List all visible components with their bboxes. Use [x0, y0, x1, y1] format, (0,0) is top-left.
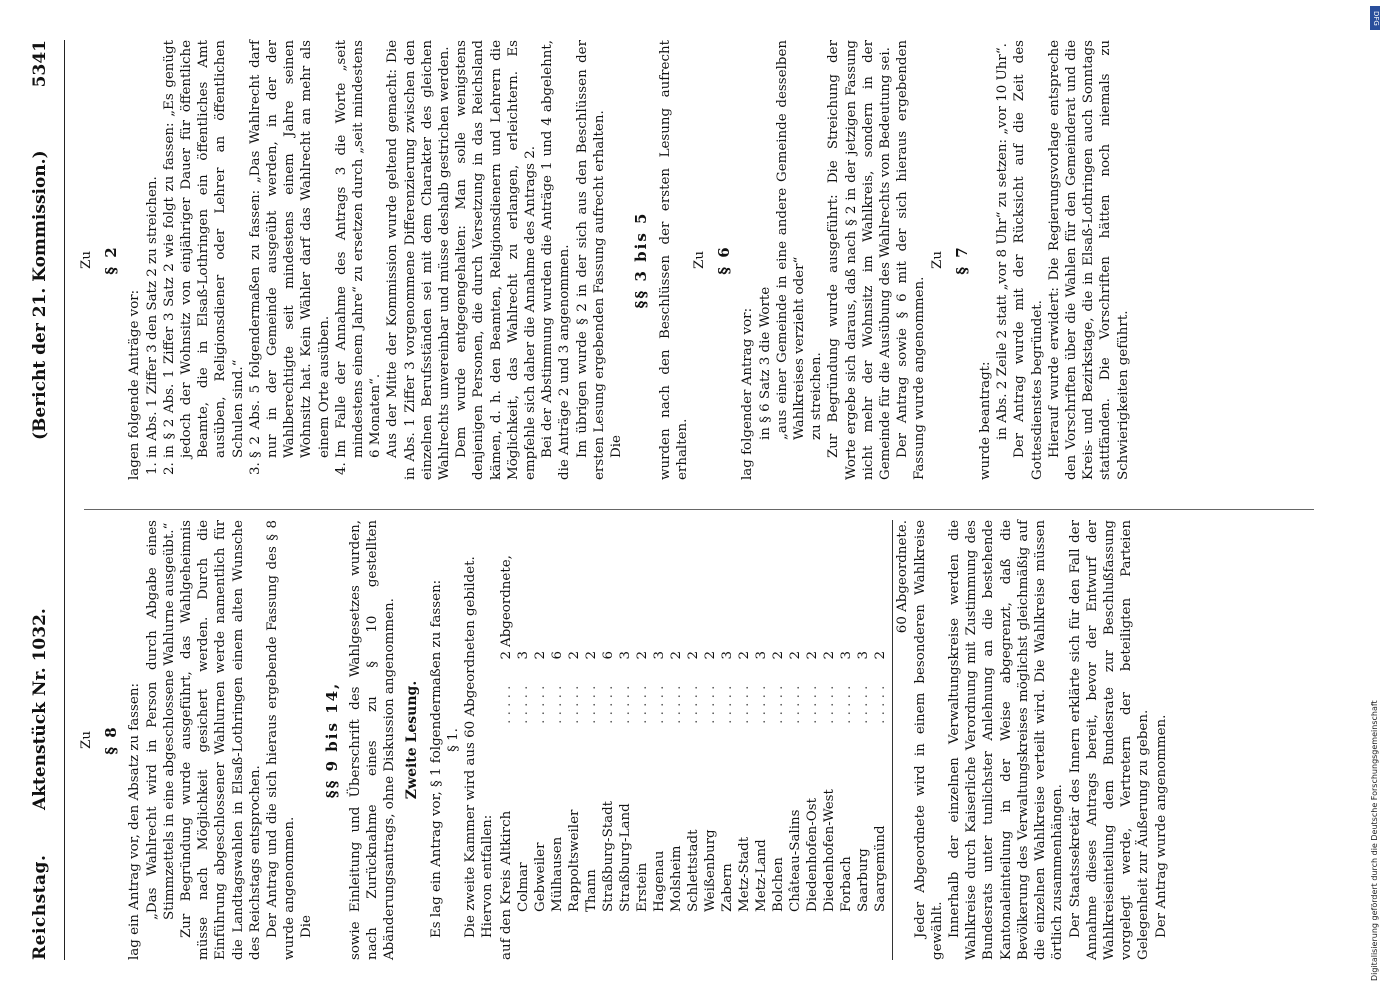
leader-dots: . . . . . — [584, 685, 600, 724]
paragraph: Hiervon entfallen: — [480, 814, 496, 938]
leader-dots: . . . . . — [567, 685, 583, 724]
leader-dots: . . . . . — [601, 685, 617, 724]
kreis-name — [736, 724, 753, 960]
paragraph: Der Antrag sowie § 6 mit der sich hieraus ergebenden Fassung wurde angenommen. — [895, 40, 928, 480]
kreis-label: Bolchen — [771, 857, 787, 912]
section-heading: §§ 3 bis 5 — [632, 211, 651, 309]
paragraph: in § 6 Satz 3 die Worte — [757, 286, 773, 440]
kreis-name — [532, 724, 549, 960]
leader-dots: . . . . . — [754, 685, 770, 724]
list-item: 4. Im Falle der Annahme des Antrags 3 die Worte „seit mindestens einem Jahre“ zu ersetzen durch „seit mindestens 6 Monaten“. — [333, 40, 385, 458]
paragraph: sowie Einleitung und Überschrift des Wahlgesetzes wurden, nach Zurücknahme eines zu § 10 gestellten Abänderungsantrags, ohne Diskussion angenommen. — [347, 520, 398, 960]
paragraph: zu streichen. — [809, 352, 825, 440]
leader-dots: . . . . . — [669, 685, 685, 724]
leader-dots: . . . . . — [618, 685, 634, 724]
paragraph: Die — [609, 435, 625, 458]
kreis-name — [685, 724, 702, 960]
paragraph: Hierauf wurde erwidert: Die Regierungsvorlage entspreche den Vorschriften über die Wahlen für den Gemeinderat und die Kreis- und Bezirkstage, die in Elsaß-Lothringen auch Sonntags stattfänden. Die Vorschriften hätten noch niemals zu Schwierigkeiten geführt. — [1046, 40, 1131, 480]
table-row — [872, 520, 889, 960]
kreis-label: Saargemünd — [873, 825, 889, 912]
delegate-count: 2 — [805, 650, 821, 660]
delegate-unit — [702, 520, 719, 647]
page-header — [16, 40, 65, 960]
leader-dots: . . . . . — [720, 685, 736, 724]
dfg-logo: DFG — [1370, 6, 1380, 30]
leader-dots: . . . . . — [856, 685, 872, 724]
table-row — [651, 520, 668, 960]
kreis-label: Molsheim — [669, 845, 685, 912]
leader-dots: . . . . . — [516, 685, 532, 724]
paragraph: Aus der Mitte der Kommission wurde geltend gemacht: Die in Abs. 1 Ziffer 3 vorgenommene Differenzierung zwischen den einzelnen Berufsständen sei mit dem Charakter des gleichen Wahlrechts unvereinbar und müsse deshalb gestrichen werden. — [385, 40, 453, 480]
leader-dots: . . . . . — [652, 685, 668, 724]
delegate-count: 2 — [584, 650, 600, 660]
kreis-name — [617, 724, 634, 960]
section-6-heading: § 6 — [715, 245, 734, 275]
quote: „Das Wahlrecht wird in Person durch Abgabe eines Stimmzettels in eine abgeschlossene Wahlurne ausgeübt.“ — [144, 520, 177, 920]
table-row — [634, 520, 651, 960]
delegate-unit — [668, 520, 685, 647]
paragraph: Bei der Abstimmung wurden die Anträge 1 und 4 abgelehnt, die Anträge 2 und 3 angenommen. — [540, 40, 573, 480]
delegate-unit — [804, 520, 821, 647]
delegate-unit — [583, 520, 600, 647]
delegate-count: 2 — [686, 650, 702, 660]
list-item: 2. in § 2 Abs. 1 Ziffer 3 Satz 2 wie folgt zu fassen: „Es genügt jedoch der Wohnsitz von einjähriger Dauer für öffentliche Beamte, die in Elsaß-Lothringen ein öffentliches Amt ausüben, Religionsdiener oder Lehrer an öffentlichen Schulen sind.“ — [161, 40, 247, 458]
leader-dots: . . . . . — [822, 685, 838, 724]
page-number: 5341 — [30, 40, 50, 88]
delegate-count: 2 — [822, 650, 838, 660]
header-reichstag: Reichstag. — [30, 854, 50, 960]
leader-dots: . . . . . — [550, 685, 566, 724]
table-row — [753, 520, 770, 960]
column-divider — [84, 509, 1314, 510]
kreis-name — [770, 724, 787, 960]
paragraph: lag folgender Antrag vor: — [740, 307, 756, 480]
kreis-label: Straßburg-Land — [618, 803, 634, 912]
delegate-count: 3 — [856, 650, 872, 660]
table-row — [838, 520, 855, 960]
delegate-unit — [600, 520, 617, 647]
kreis-label: Zabern — [720, 863, 736, 912]
section-2-heading: § 2 — [102, 245, 121, 275]
wahlkreis-table — [498, 520, 889, 960]
kreis-label: Château-Salins — [788, 809, 804, 912]
delegate-count: 6 — [550, 650, 566, 660]
paragraph: Der Antrag und die sich hieraus ergebende Fassung des § 8 wurde angenommen. — [265, 520, 298, 960]
section-8-heading: § 8 — [102, 725, 121, 755]
paragraph: Jeder Abgeordnete wird in einem besonderen Wahlkreise gewählt. — [912, 520, 945, 960]
table-row — [566, 520, 583, 960]
delegate-count: 2 — [703, 650, 719, 660]
delegate-count: 3 — [618, 650, 634, 660]
paragraph: Der Staatssekretär des Innern erklärte sich für den Fall der Annahme dieses Antrags bereit, bevor der Entwurf der Wahlkreiseinteilung dem Bundesrate zur Beschlußfassung vorgelegt werde, Vertretern der beteiligten Parteien Gelegenheit zur Äußerung zu geben. — [1067, 520, 1152, 960]
kreis-label: Mülhausen — [550, 836, 566, 912]
delegate-unit — [719, 520, 736, 647]
table-row — [668, 520, 685, 960]
right-column — [78, 40, 1132, 480]
table-row — [736, 520, 753, 960]
kreis-name — [549, 724, 566, 960]
table-row — [515, 520, 532, 960]
kreis-prefix: auf den Kreis — [499, 869, 515, 960]
delegate-unit — [566, 520, 583, 647]
leader-dots: . . . . . — [805, 685, 821, 724]
delegate-count: 2 — [533, 650, 549, 660]
dfg-credit — [1370, 6, 1380, 981]
motion-list — [144, 40, 385, 480]
delegate-unit — [515, 520, 532, 647]
kreis-name — [821, 724, 838, 960]
kreis-label: Forbach — [839, 856, 855, 912]
kreis-name — [804, 724, 821, 960]
quote: „aus einer Gemeinde in eine andere Gemeinde desselben Wahlkreises verzieht oder“ — [774, 40, 807, 440]
table-row — [600, 520, 617, 960]
kreis-label: Erstein — [635, 862, 651, 912]
delegate-unit — [787, 520, 804, 647]
paragraph: lag ein Antrag vor, den Absatz zu fassen: — [127, 683, 143, 960]
kreis-name — [515, 724, 532, 960]
table-row — [804, 520, 821, 960]
header-aktenstueck: Aktenstück Nr. 1032. — [30, 608, 50, 810]
leader-dots: . . . . . — [839, 685, 855, 724]
delegate-count: 6 — [601, 650, 617, 660]
paragraph: wurde beantragt: — [977, 361, 993, 480]
paragraph: lagen folgende Anträge vor: — [127, 289, 143, 480]
kreis-label: Rappoltsweiler — [567, 809, 583, 912]
table-row — [583, 520, 600, 960]
delegate-count: 2 — [737, 650, 753, 660]
kreis-name — [702, 724, 719, 960]
paragraph: Dem wurde entgegengehalten: Man solle wenigstens denjenigen Personen, die durch Versetzung in das Reichsland kämen, d. h. den Beamten, Religionsdienern und Lehrern die Möglichkeit, das Wahlrecht zu erlangen, erleichtern. Es empfehle sich daher die Annahme des Antrags 2. — [454, 40, 539, 480]
kreis-label: Colmar — [516, 862, 532, 912]
leader-dots: . . . . . — [737, 685, 753, 724]
kreis-name — [787, 724, 804, 960]
leader-dots: . . . . . — [703, 685, 719, 724]
paragraph: Der Antrag wurde mit der Rücksicht auf die Zeit des Gottesdienstes begründet. — [1012, 40, 1045, 480]
delegate-unit — [821, 520, 838, 647]
kreis-label: Saarburg — [856, 848, 872, 912]
delegate-count: 2 — [873, 650, 889, 660]
delegate-unit — [651, 520, 668, 647]
paragraph: Im übrigen wurde § 2 in der sich aus den Beschlüssen der ersten Lesung ergebenden Fassung aufrecht erhalten. — [574, 40, 607, 480]
kreis-name — [838, 724, 855, 960]
kreis-name — [668, 724, 685, 960]
table-row — [532, 520, 549, 960]
delegate-unit — [549, 520, 566, 647]
kreis-label: Diedenhofen-Ost — [805, 797, 821, 912]
section-1-label: § 1. — [445, 728, 461, 752]
delegate-unit — [770, 520, 787, 647]
delegate-count: 2 — [635, 650, 651, 660]
kreis-name — [566, 724, 583, 960]
table-row — [702, 520, 719, 960]
table-row — [617, 520, 634, 960]
delegate-unit — [753, 520, 770, 647]
delegate-unit — [736, 520, 753, 647]
delegate-count: 3 — [754, 650, 770, 660]
kreis-name — [872, 724, 889, 960]
left-column — [78, 520, 1170, 960]
delegate-count: 3 — [720, 650, 736, 660]
delegate-unit — [855, 520, 872, 647]
kreis-name — [855, 724, 872, 960]
kreis-name — [600, 724, 617, 960]
leader-dots: . . . . . — [533, 685, 549, 724]
zu-label: Zu — [79, 251, 94, 269]
delegate-unit — [685, 520, 702, 647]
leader-dots: . . . . . — [873, 685, 889, 724]
paragraph: Die — [299, 915, 315, 938]
kreis-label: Diedenhofen-West — [822, 789, 838, 912]
delegate-unit — [617, 520, 634, 647]
table-row — [685, 520, 702, 960]
second-reading-heading: Zweite Lesung. — [404, 680, 421, 800]
paragraph: wurden nach den Beschlüssen der ersten Lesung aufrecht erhalten. — [657, 40, 690, 480]
zu-label: Zu — [929, 251, 945, 269]
total-delegates: 60 Abgeordnete. — [892, 520, 911, 960]
list-item: 1. in Abs. 1 Ziffer 3 den Satz 2 zu streichen. — [144, 40, 161, 458]
table-row — [719, 520, 736, 960]
kreis-label: Hagenau — [652, 850, 668, 912]
leader-dots: . . . . . — [686, 685, 702, 724]
kreis-label: Thann — [584, 869, 600, 912]
table-row — [787, 520, 804, 960]
table-row — [549, 520, 566, 960]
delegate-count: 2 — [788, 650, 804, 660]
leader-dots: . . . . . — [771, 685, 787, 724]
kreis-label: Altkirch — [499, 810, 515, 866]
kreis-name — [719, 724, 736, 960]
delegate-unit — [532, 520, 549, 647]
table-row — [855, 520, 872, 960]
section-heading: §§ 9 bis 14, — [322, 681, 341, 799]
delegate-unit — [634, 520, 651, 647]
kreis-label: Schlettstadt — [686, 829, 702, 912]
table-row — [821, 520, 838, 960]
leader-dots: . . . . . — [499, 685, 515, 724]
delegate-count: 2 — [771, 650, 787, 660]
zu-label: Zu — [691, 251, 707, 269]
delegate-unit: Abgeordnete, — [499, 555, 515, 647]
delegate-count: 3 — [516, 650, 532, 660]
delegate-count: 2 — [669, 650, 685, 660]
kreis-label: Metz-Land — [754, 839, 770, 912]
delegate-unit — [872, 520, 889, 647]
list-item: 3. § 2 Abs. 5 folgendermaßen zu fassen: „Das Wahlrecht darf nur in der Gemeinde ausgeübt werden, in der der Wahlberechtigte seit mindestens einem Jahre seinen Wohnsitz hat. Kein Wähler darf das Wahlrecht an mehr als einem Orte ausüben. — [247, 40, 333, 458]
kreis-name — [498, 724, 515, 960]
delegate-count: 3 — [652, 650, 668, 660]
kreis-label: Metz-Stadt — [737, 836, 753, 912]
paragraph: Zur Begründung wurde ausgeführt: Die Streichung der Worte ergebe sich daraus, daß nach § 2 in der jetzigen Fassung nicht mehr der Wohnsitz im Wahlkreis, sondern in der Gemeinde für die Ausübung des Wahlrechts von Bedeutung sei. — [826, 40, 893, 480]
kreis-name — [651, 724, 668, 960]
paragraph: in Abs. 2 Zeile 2 statt „vor 8 Uhr“ zu setzen: „vor 10 Uhr“. — [995, 43, 1011, 440]
digitization-credit: Digitalisierung gefördert durch die Deutsche Forschungsgemeinschaft — [1370, 700, 1379, 981]
zu-label: Zu — [79, 731, 94, 749]
kreis-label: Straßburg-Stadt — [601, 800, 617, 912]
paragraph: Die zweite Kammer wird aus 60 Abgeordneten gebildet. — [463, 556, 479, 938]
kreis-label: Weißenburg — [703, 829, 719, 912]
delegate-count: 2 — [567, 650, 583, 660]
kreis-label: Gebweiler — [533, 842, 549, 912]
table-row — [498, 520, 515, 960]
delegate-unit — [838, 520, 855, 647]
delegate-count: 3 — [839, 650, 855, 660]
paragraph: Innerhalb der einzelnen Verwaltungskreise werden die Wahlkreise durch Kaiserliche Verordnung mit Zustimmung des Bundesrats unter tunlichster Anlehnung an die bestehende Kantonaleinteilung in der Weise abgegrenzt, daß die Bevölkerung des Verwaltungskreises möglichst gleichmäßig auf die einzelnen Wahlkreise verteilt wird. Die Wahlkreise müssen örtlich zusammenhängen. — [947, 520, 1066, 960]
table-row — [770, 520, 787, 960]
leader-dots: . . . . . — [788, 685, 804, 724]
kreis-name — [753, 724, 770, 960]
leader-dots: . . . . . — [635, 685, 651, 724]
delegate-count: 2 — [499, 650, 515, 660]
paragraph: Zur Begründung wurde ausgeführt, das Wahlgeheimnis müsse nach Möglichkeit gesichert werden. Durch die Einführung abgeschlossener Wahlurnen werde namentlich für die Landtagswahlen in Elsaß-Lothringen einem alten Wunsche des Reichstags entsprochen. — [179, 520, 263, 960]
header-bericht: (Bericht der 21. Kommission.) — [30, 150, 50, 440]
section-7-heading: § 7 — [952, 245, 971, 275]
paragraph: Der Antrag wurde angenommen. — [1153, 714, 1169, 938]
paragraph: Es lag ein Antrag vor, § 1 folgendermaßen zu fassen: — [428, 579, 444, 938]
kreis-name — [583, 724, 600, 960]
kreis-name — [634, 724, 651, 960]
